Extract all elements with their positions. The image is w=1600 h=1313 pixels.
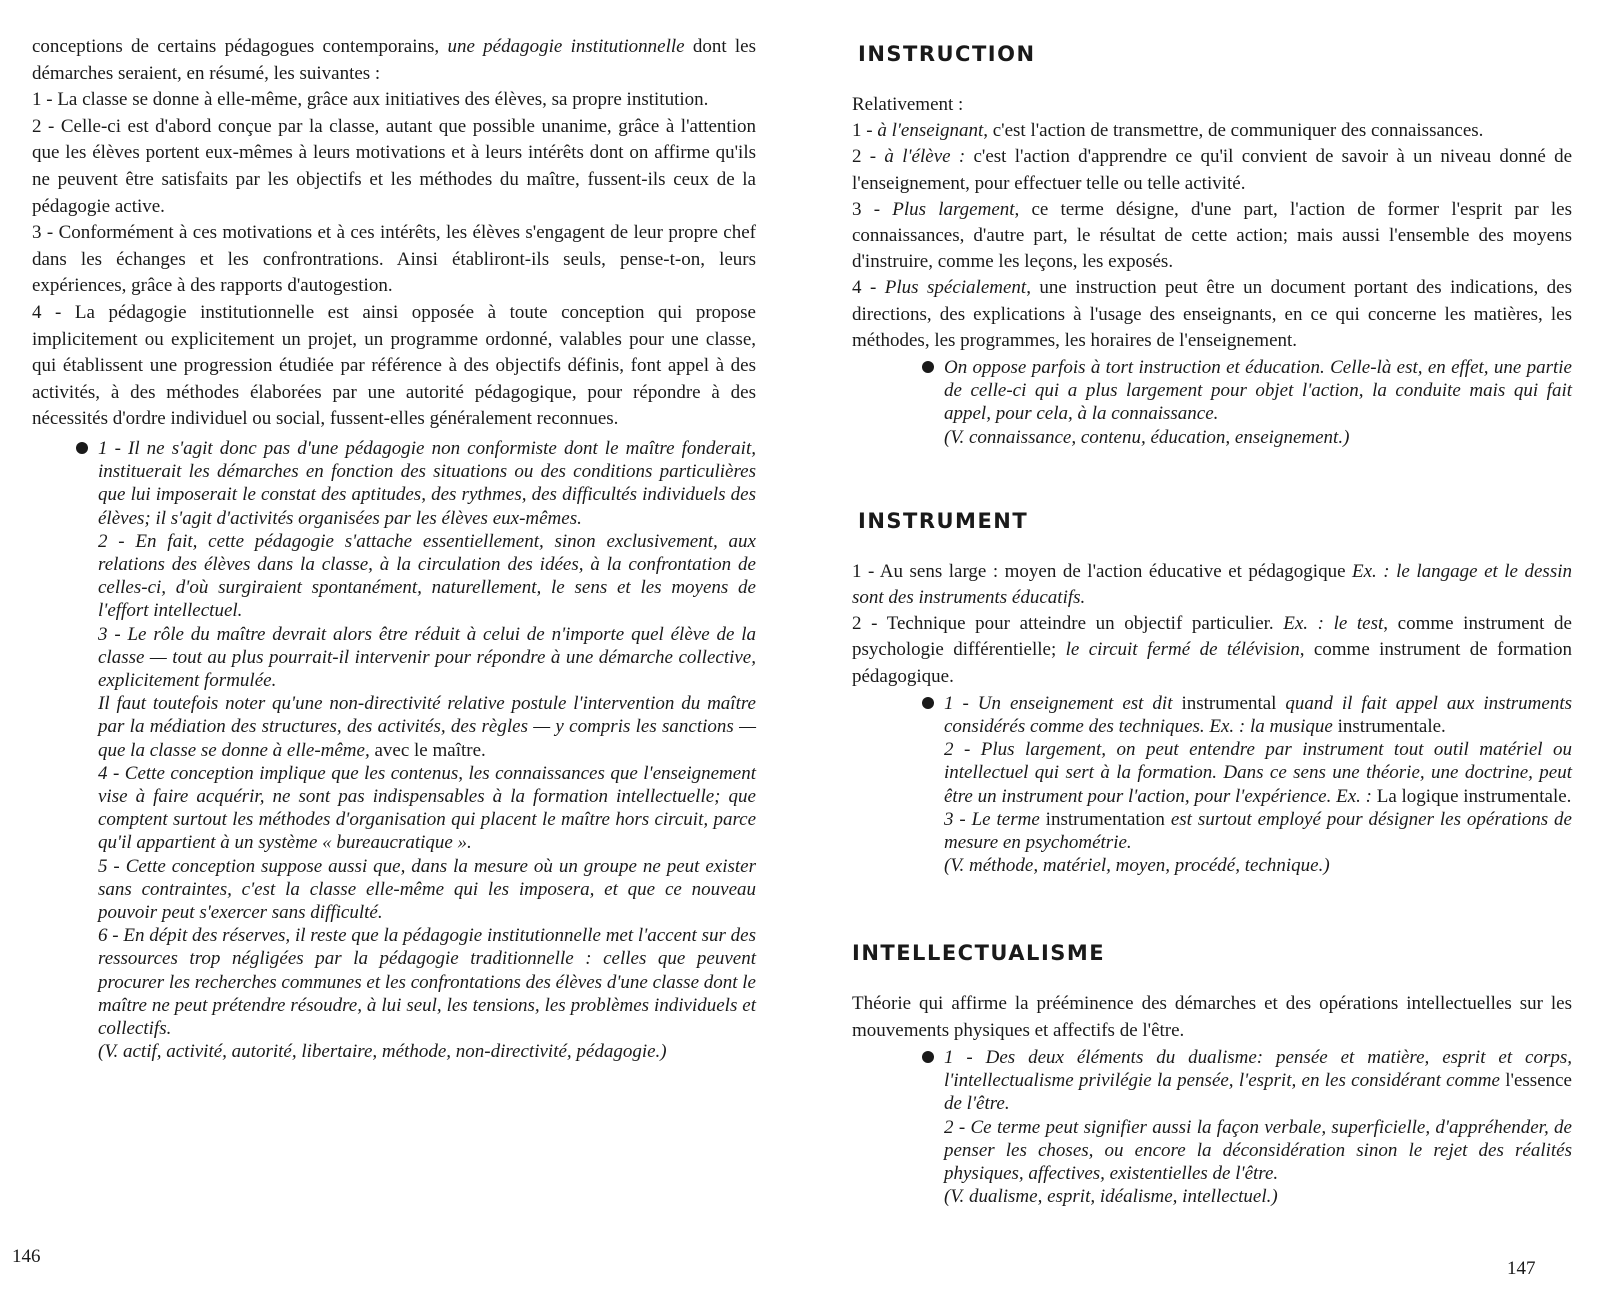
note-item bbox=[944, 808, 1572, 854]
cross-reference: (V. méthode, matériel, moyen, procédé, technique.) bbox=[944, 855, 1330, 877]
line-text: 1 - Au sens large : moyen de l'action éducative et pédagogique bbox=[852, 560, 1353, 582]
list-item: 1 - La classe se donne à elle-même, grâce aux initiatives des élèves, sa propre institution. bbox=[32, 89, 709, 111]
line-emphasis: à l'enseignant bbox=[877, 120, 984, 142]
bullet-icon bbox=[922, 1051, 934, 1063]
intro-emphasis: une pédagogie institutionnelle bbox=[447, 36, 685, 57]
line-emphasis: Plus spécialement bbox=[884, 277, 1027, 299]
note-item bbox=[944, 692, 1572, 738]
note-item: 4 - Cette conception implique que les contenus, les connaissances que l'enseignement vise à faire acquérir, ne sont pas indispensables à la formation intellectuelle; que comptent surtout les méthodes d'organisation qui placent le maître hors circuit, parce qu'il appartient à un système « bureaucratique ». bbox=[98, 762, 756, 854]
note-text: 1 - Des deux éléments du dualisme: pensée et matière, esprit et corps, l'intellectualisme privilégie la pensée, l'esprit, en les considérant comme bbox=[944, 1046, 1572, 1092]
note-text-upright: l'essence bbox=[1505, 1070, 1572, 1092]
intro-text: conceptions de certains pédagogues contemporains, bbox=[32, 36, 448, 57]
notes-block bbox=[944, 692, 1572, 878]
line-text: 4 - bbox=[852, 277, 885, 299]
cross-reference: (V. dualisme, esprit, idéalisme, intellectuel.) bbox=[944, 1186, 1278, 1208]
line-text: , comme instrument de psychologie différentielle; bbox=[852, 613, 1572, 661]
note-text: est surtout employé pour désigner les opérations de mesure en psychométrie. bbox=[944, 808, 1572, 854]
line-text: 2 - Technique pour atteindre un objectif particulier. bbox=[852, 613, 1284, 635]
line-text: 2 - bbox=[852, 146, 885, 168]
line-text: , comme instrument de formation pédagogique. bbox=[852, 639, 1572, 687]
line-emphasis: Plus largement bbox=[892, 198, 1015, 220]
line-text: 1 - bbox=[852, 120, 878, 142]
note-item bbox=[98, 692, 756, 762]
cross-reference: (V. connaissance, contenu, éducation, enseignement.) bbox=[944, 426, 1350, 448]
entry-heading: INTELLECTUALISME bbox=[852, 941, 1106, 966]
list-item: 3 - Conformément à ces motivations et à ces intérêts, les élèves s'engagent de leur propre chef dans les échanges et les confrontrations. Ainsi établiront-ils seuls, pense-t-on, leurs expériences, grâce à des rapports d'autogestion. bbox=[32, 222, 756, 297]
intro-paragraph bbox=[32, 34, 756, 87]
note-item: 6 - En dépit des réserves, il reste que la pédagogie institutionnelle met l'accent sur des ressources trop négligées par la pédagogie traditionnelle : celles que peuvent procurer les recherches communes et les confrontations des élèves d'une classe dont le maître ne peut prétendre résoudre, à lui seul, les tensions, les problèmes individuels et collectifs. bbox=[98, 925, 756, 1039]
entry-line bbox=[852, 118, 1572, 144]
note-item: 2 - En fait, cette pédagogie s'attache essentiellement, sinon exclusivement, aux relations des élèves dans la classe, à la circulation des idées, à la confrontation de celles-ci, d'où surgiraient spontanément, naturellement, le sens et les moyens de l'effort intellectuel. bbox=[98, 530, 756, 622]
entry-heading: INSTRUMENT bbox=[858, 508, 1029, 533]
entry-spacer bbox=[852, 877, 1572, 939]
note-text: 1 - Un enseignement est dit bbox=[944, 692, 1182, 714]
notes-block bbox=[98, 437, 756, 1063]
note-text: de l'être. bbox=[944, 1093, 1010, 1115]
entry-heading: INSTRUCTION bbox=[858, 42, 1036, 66]
entry-instrument bbox=[852, 507, 1572, 878]
entry-line: Théorie qui affirme la prééminence des démarches et des opérations intellectuelles sur les mouvements physiques et affectifs de l'être. bbox=[852, 993, 1572, 1041]
note-text-upright: instrumental bbox=[1181, 692, 1277, 714]
intro-text-end: dont les démarches seraient, en résumé, les suivantes : bbox=[32, 36, 756, 84]
page-number: 146 bbox=[12, 1246, 41, 1267]
cross-reference: (V. actif, activité, autorité, libertaire, méthode, non-directivité, pédagogie.) bbox=[98, 1041, 667, 1063]
note-item: 2 - Ce terme peut signifier aussi la façon verbale, superficielle, d'appréhender, de penser les choses, ou encore la déconsidération sinon le rejet des réalités physiques, affectives, existentielles de l'être. bbox=[944, 1116, 1572, 1184]
line-emphasis: Ex. : le test bbox=[1283, 613, 1384, 635]
list-item: 4 - La pédagogie institutionnelle est ainsi opposée à toute conception qui propose implicitement ou explicitement un projet, un programme ordonné, valables pour une classe, qui établissent une progression étudiée par référence à des objectifs définis, font appel à des activités, à des méthodes élaborées par une autorité pédagogique, pour répondre à des nécessités d'ordre individuel ou social, fussent-elles généralement reconnues. bbox=[32, 301, 756, 430]
left-column bbox=[32, 34, 756, 1063]
note-text-upright: instrumentale. bbox=[1337, 716, 1446, 738]
line-text: 3 - bbox=[852, 198, 893, 220]
entry-line bbox=[852, 144, 1572, 196]
entry-line bbox=[852, 611, 1572, 690]
entry-intellectualisme bbox=[852, 939, 1572, 1208]
entry-line bbox=[852, 559, 1572, 611]
left-page bbox=[0, 0, 790, 1313]
note-text: quand il fait appel aux instruments considérés comme des techniques. Ex. : la musique bbox=[944, 692, 1572, 738]
bullet-icon bbox=[76, 442, 88, 454]
note-text-upright: instrumentation bbox=[1045, 808, 1165, 830]
note-text-upright: La logique instrumentale. bbox=[1376, 785, 1572, 807]
list-item: 2 - Celle-ci est d'abord conçue par la classe, autant que possible unanime, grâce à l'attention que les élèves portent eux-mêmes à leurs motivations et à leurs intérêts dont on affirme qu'ils ne peuvent être satisfaits par les objectifs et les méthodes du maître, fussent-ils ceux de la pédagogie active. bbox=[32, 115, 756, 217]
bullet-icon bbox=[922, 361, 934, 373]
line-text: , une instruction peut être un document portant des indications, des directions, des explications à l'usage des enseignants, en ce qui concerne les matières, les méthodes, les programmes, les horaires de l'enseignement. bbox=[852, 277, 1573, 351]
note-item: 5 - Cette conception suppose aussi que, dans la mesure où un groupe ne peut exister sans contraintes, c'est la classe elle-même qui les imposera, et que ce nouveau pouvoir peut s'exercer sans difficulté. bbox=[98, 855, 756, 923]
note-item: 1 - Il ne s'agit donc pas d'une pédagogie non conformiste dont le maître fonderait, instituerait les démarches en fonction des situations ou des conditions particulières que lui imposerait le constat des aptitudes, des rythmes, des difficultés individuels des élèves; il s'agit d'activités organisées par les élèves eux-mêmes. bbox=[98, 437, 756, 529]
notes-block bbox=[944, 1046, 1572, 1208]
line-emphasis: Ex. : le langage et le dessin sont des instruments éducatifs. bbox=[852, 560, 1572, 609]
entry-line bbox=[852, 197, 1572, 276]
note-item: 3 - Le rôle du maître devrait alors être réduit à celui de n'importe quel élève de la classe — tout au plus pourrait-il intervenir pour répondre à une démarche collective, explicitement formulée. bbox=[98, 623, 756, 691]
right-column bbox=[852, 40, 1572, 1208]
entry-instruction bbox=[852, 40, 1572, 449]
entry-spacer bbox=[852, 449, 1572, 507]
right-page bbox=[800, 0, 1600, 1313]
line-text: c'est l'action d'apprendre ce qu'il convient de savoir à un niveau donné de l'enseignement, pour effectuer telle ou telle activité. bbox=[852, 146, 1573, 194]
note-item bbox=[944, 738, 1572, 808]
bullet-icon bbox=[922, 697, 934, 709]
note-item bbox=[944, 1046, 1572, 1116]
note-text-upright: avec le maître. bbox=[369, 739, 486, 761]
line-emphasis: le circuit fermé de télévision bbox=[1065, 639, 1300, 661]
entry-line bbox=[852, 275, 1572, 354]
line-text: , c'est l'action de transmettre, de communiquer des connaissances. bbox=[983, 120, 1484, 142]
note-text: Il faut toutefois noter qu'une non-directivité relative postule l'intervention du maître par la médiation des structures, des activités, des règles — y compris les sanctions — que la classe se donne à elle-même, bbox=[98, 693, 756, 761]
page-number: 147 bbox=[1507, 1258, 1536, 1279]
note-text: 3 - Le terme bbox=[944, 808, 1046, 830]
line-emphasis: à l'élève : bbox=[884, 146, 966, 168]
note-text: 2 - Plus largement, on peut entendre par instrument tout outil matériel ou intellectuel qui sert à la formation. Dans ce sens une théorie, une doctrine, peut être un instrument pour l'action, pour l'expérience. Ex. : bbox=[944, 739, 1572, 807]
entry-line: Relativement : bbox=[852, 94, 964, 115]
note-item: On oppose parfois à tort instruction et éducation. Celle-là est, en effet, une partie de celle-ci qui a plus largement pour objet l'action, la conduite mais qui fait appel, pour cela, à la connaissance. bbox=[944, 357, 1572, 425]
notes-block bbox=[944, 356, 1572, 449]
line-text: , ce terme désigne, d'une part, l'action de former l'esprit par les connaissances, d'autre part, le résultat de cette action; mais aussi l'ensemble des moyens d'instruire, comme les leçons, les exposés. bbox=[852, 198, 1572, 273]
